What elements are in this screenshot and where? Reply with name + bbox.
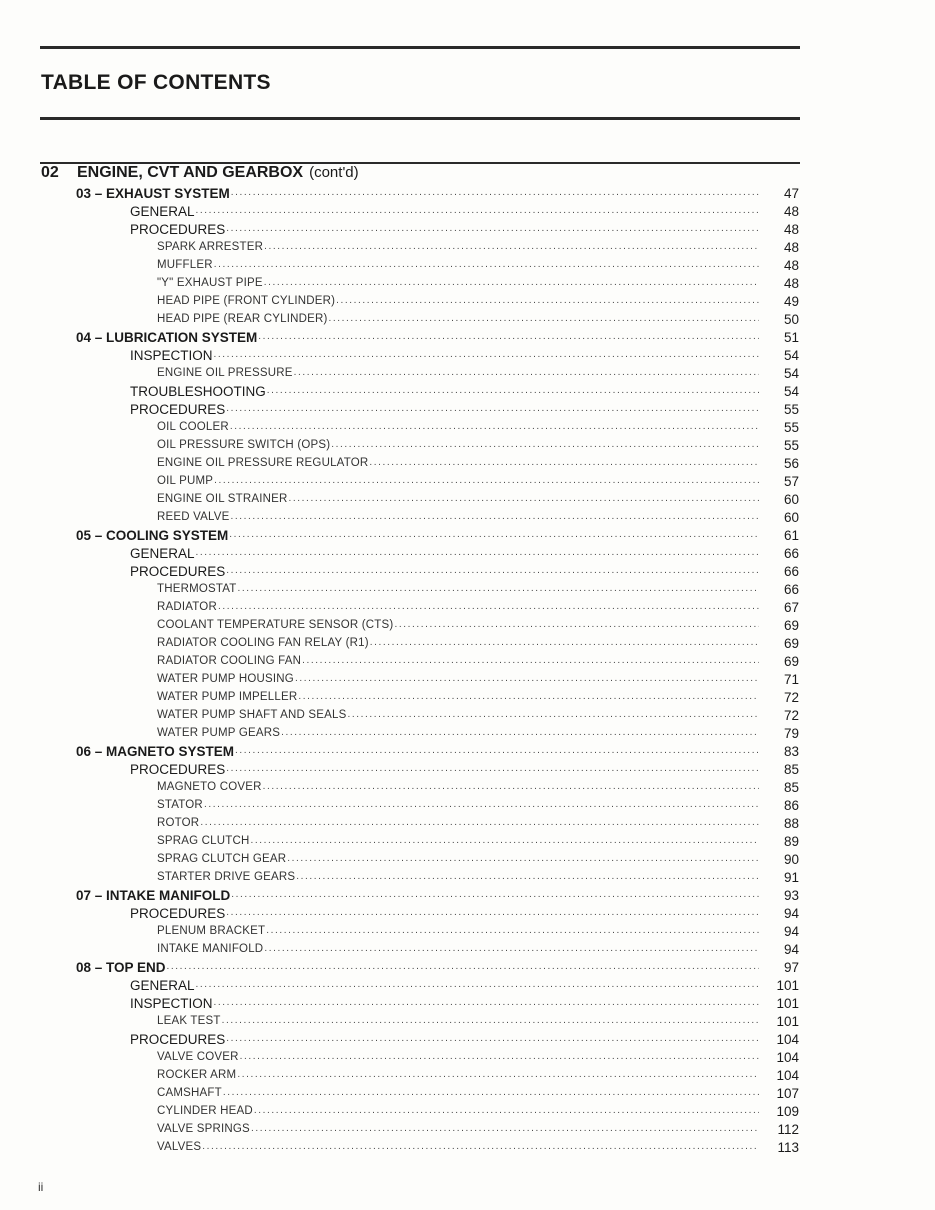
toc-entry-page: 104 [776,1067,799,1083]
toc-entry-page: 66 [783,563,799,579]
toc-entry-label: COOLANT TEMPERATURE SENSOR (CTS) [157,619,394,631]
toc-entry-page: 104 [776,1031,799,1047]
toc-entry[interactable] [0,1120,935,1138]
toc-entry-page: 48 [783,203,799,219]
dot-leader [167,960,759,974]
toc-entry[interactable] [0,1012,935,1030]
toc-entry[interactable] [0,472,935,490]
toc-entry[interactable] [0,1030,935,1048]
toc-entry[interactable] [0,580,935,598]
toc-entry-page: 88 [783,815,799,831]
toc-entry-label: REED VALVE [157,511,230,523]
dot-leader [229,528,759,542]
dot-leader [296,870,759,884]
toc-entry[interactable] [0,328,935,346]
dot-leader [266,924,759,938]
toc-entry-label: GENERAL [130,977,195,993]
toc-entry-label: PROCEDURES [130,1031,226,1047]
dot-leader [264,240,759,254]
toc-entry-page: 85 [783,779,799,795]
toc-entry-label: ENGINE OIL PRESSURE [157,367,293,379]
dot-leader [226,402,759,416]
toc-entry-page: 90 [783,851,799,867]
dot-leader [214,348,759,362]
toc-entry-label: 04 – LUBRICATION SYSTEM [76,329,258,345]
toc-entry[interactable] [0,598,935,616]
toc-entry[interactable] [0,256,935,274]
section-number: 02 [41,164,59,181]
toc-entry-page: 112 [777,1121,799,1137]
dot-leader [281,726,759,740]
toc-entry-page: 54 [783,383,799,399]
toc-entry[interactable] [0,832,935,850]
toc-entry-label: RADIATOR COOLING FAN RELAY (R1) [157,637,369,649]
toc-entry-label: VALVE COVER [157,1051,239,1063]
toc-entry[interactable] [0,940,935,958]
toc-entry-page: 66 [783,581,799,597]
dot-leader [294,366,759,380]
toc-entry-label: VALVE SPRINGS [157,1123,250,1135]
dot-leader [264,276,759,290]
toc-entry[interactable] [0,958,935,976]
toc-entry-page: 61 [783,527,799,543]
toc-entry[interactable] [0,184,935,202]
toc-entry[interactable] [0,1084,935,1102]
toc-entry-page: 55 [783,419,799,435]
dot-leader [204,798,759,812]
dot-leader [226,1032,759,1046]
dot-leader [394,618,759,632]
toc-entry[interactable] [0,364,935,382]
toc-entry[interactable] [0,850,935,868]
toc-entry-label: HEAD PIPE (REAR CYLINDER) [157,313,328,325]
toc-list [0,184,935,1156]
toc-entry[interactable] [0,274,935,292]
toc-entry[interactable] [0,292,935,310]
toc-entry-label: LEAK TEST [157,1015,221,1027]
toc-entry[interactable] [0,508,935,526]
toc-entry[interactable] [0,904,935,922]
toc-entry-label: MUFFLER [157,259,213,271]
dot-leader [302,654,759,668]
toc-entry-label: 06 – MAGNETO SYSTEM [76,743,235,759]
toc-entry[interactable] [0,1102,935,1120]
dot-leader [214,996,759,1010]
dot-leader [267,384,759,398]
toc-entry-page: 48 [783,221,799,237]
toc-entry-page: 47 [783,185,799,201]
toc-entry-label: WATER PUMP HOUSING [157,673,294,685]
toc-entry-page: 72 [783,689,799,705]
toc-entry-label: HEAD PIPE (FRONT CYLINDER) [157,295,336,307]
toc-entry-label: "Y" EXHAUST PIPE [157,277,263,289]
toc-entry-page: 66 [783,545,799,561]
toc-entry[interactable] [0,454,935,472]
toc-entry[interactable] [0,742,935,760]
dot-leader [329,312,759,326]
toc-entry-page: 72 [783,707,799,723]
toc-entry-label: PROCEDURES [130,401,226,417]
toc-entry-page: 56 [783,455,799,471]
toc-entry-label: GENERAL [130,203,195,219]
toc-entry-label: GENERAL [130,545,195,561]
dot-leader [251,1122,759,1136]
dot-leader [226,222,759,236]
toc-entry-label: OIL PUMP [157,475,214,487]
dot-leader [287,852,759,866]
toc-entry[interactable] [0,670,935,688]
title-underline-rule [40,117,800,120]
dot-leader [240,1050,759,1064]
toc-entry-label: PROCEDURES [130,905,226,921]
dot-leader [370,636,759,650]
dot-leader [231,186,759,200]
section-continued-label: (cont'd) [309,164,359,181]
toc-entry-page: 93 [783,887,799,903]
toc-entry-page: 69 [783,617,799,633]
dot-leader [202,1140,759,1154]
toc-entry-page: 101 [776,1013,799,1029]
toc-entry-page: 49 [783,293,799,309]
toc-entry[interactable] [0,1048,935,1066]
dot-leader [251,834,760,848]
dot-leader [336,294,759,308]
toc-entry-page: 94 [783,941,799,957]
toc-entry-label: STARTER DRIVE GEARS [157,871,296,883]
dot-leader [298,690,759,704]
toc-entry-label: PLENUM BRACKET [157,925,266,937]
toc-entry-label: OIL COOLER [157,421,229,433]
dot-leader [237,1068,759,1082]
toc-entry-page: 54 [783,365,799,381]
toc-entry-page: 69 [783,635,799,651]
toc-entry-page: 60 [783,509,799,525]
toc-entry-label: 07 – INTAKE MANIFOLD [76,887,231,903]
page-title: TABLE OF CONTENTS [41,71,271,94]
toc-entry-label: RADIATOR COOLING FAN [157,655,302,667]
toc-entry-label: VALVES [157,1141,202,1153]
toc-entry-label: PROCEDURES [130,761,226,777]
dot-leader [222,1014,759,1028]
toc-entry-page: 57 [783,473,799,489]
dot-leader [226,564,759,578]
toc-entry[interactable] [0,382,935,400]
toc-entry-page: 91 [783,869,799,885]
dot-leader [331,438,759,452]
toc-entry[interactable] [0,814,935,832]
toc-entry-label: PROCEDURES [130,563,226,579]
toc-entry-page: 79 [783,725,799,741]
toc-entry-label: OIL PRESSURE SWITCH (OPS) [157,439,331,451]
toc-entry-page: 55 [783,437,799,453]
toc-entry-label: 03 – EXHAUST SYSTEM [76,185,230,201]
dot-leader [295,672,759,686]
toc-entry[interactable] [0,616,935,634]
toc-entry[interactable] [0,922,935,940]
toc-entry-label: ENGINE OIL STRAINER [157,493,288,505]
toc-entry-label: WATER PUMP IMPELLER [157,691,298,703]
toc-entry[interactable] [0,562,935,580]
toc-entry[interactable] [0,526,935,544]
toc-entry-page: 71 [783,671,799,687]
toc-entry-page: 104 [776,1049,799,1065]
toc-entry[interactable] [0,202,935,220]
dot-leader [226,762,759,776]
toc-entry[interactable] [0,436,935,454]
toc-entry[interactable] [0,652,935,670]
dot-leader [254,1104,759,1118]
toc-entry[interactable] [0,688,935,706]
dot-leader [223,1086,759,1100]
toc-entry-page: 97 [783,959,799,975]
top-rule [40,46,800,49]
dot-leader [196,546,759,560]
toc-entry-label: SPRAG CLUTCH GEAR [157,853,287,865]
toc-entry[interactable] [0,220,935,238]
dot-leader [238,582,759,596]
toc-entry-label: INTAKE MANIFOLD [157,943,264,955]
toc-entry-page: 50 [783,311,799,327]
dot-leader [264,942,759,956]
dot-leader [235,744,759,758]
toc-entry-label: CYLINDER HEAD [157,1105,253,1117]
page-number: ii [38,1180,44,1194]
dot-leader [347,708,759,722]
toc-entry-page: 85 [783,761,799,777]
toc-entry-label: STATOR [157,799,203,811]
toc-entry[interactable] [0,760,935,778]
dot-leader [226,906,759,920]
toc-entry[interactable] [0,310,935,328]
toc-entry-label: TROUBLESHOOTING [130,383,266,399]
dot-leader [214,258,759,272]
dot-leader [289,492,759,506]
dot-leader [258,330,759,344]
toc-entry[interactable] [0,976,935,994]
dot-leader [263,780,759,794]
dot-leader [196,978,759,992]
toc-entry-page: 55 [783,401,799,417]
toc-entry-label: CAMSHAFT [157,1087,222,1099]
toc-entry-page: 86 [783,797,799,813]
toc-entry-page: 107 [776,1085,799,1101]
toc-entry-label: MAGNETO COVER [157,781,262,793]
dot-leader [231,888,759,902]
toc-entry-page: 101 [776,977,799,993]
toc-entry-page: 113 [777,1139,799,1155]
toc-entry-label: SPARK ARRESTER [157,241,264,253]
toc-entry-label: RADIATOR [157,601,217,613]
toc-entry-page: 89 [783,833,799,849]
toc-entry-page: 51 [783,329,799,345]
dot-leader [231,510,759,524]
toc-entry-label: 08 – TOP END [76,959,166,975]
dot-leader [196,204,759,218]
toc-entry-label: INSPECTION [130,995,213,1011]
toc-entry-page: 60 [783,491,799,507]
toc-entry-page: 48 [783,275,799,291]
toc-entry[interactable] [0,1138,935,1156]
toc-entry-page: 94 [783,923,799,939]
toc-entry-page: 69 [783,653,799,669]
toc-entry-page: 67 [783,599,799,615]
toc-entry-label: SPRAG CLUTCH [157,835,250,847]
toc-entry[interactable] [0,238,935,256]
toc-entry[interactable] [0,724,935,742]
toc-entry-label: WATER PUMP SHAFT AND SEALS [157,709,347,721]
toc-entry-label: ROTOR [157,817,200,829]
toc-entry-label: INSPECTION [130,347,213,363]
toc-entry[interactable] [0,400,935,418]
toc-entry-page: 109 [776,1103,799,1119]
toc-entry-label: PROCEDURES [130,221,226,237]
toc-entry[interactable] [0,544,935,562]
dot-leader [200,816,759,830]
section-heading [41,164,801,184]
toc-entry-label: ROCKER ARM [157,1069,237,1081]
toc-entry[interactable] [0,796,935,814]
toc-entry[interactable] [0,868,935,886]
toc-entry-page: 54 [783,347,799,363]
toc-entry-page: 48 [783,239,799,255]
toc-entry-label: THERMOSTAT [157,583,237,595]
toc-entry-page: 94 [783,905,799,921]
toc-entry-page: 48 [783,257,799,273]
toc-entry-page: 101 [776,995,799,1011]
dot-leader [369,456,759,470]
toc-entry[interactable] [0,418,935,436]
toc-entry[interactable] [0,886,935,904]
section-title: ENGINE, CVT AND GEARBOX [77,164,304,181]
toc-entry[interactable] [0,706,935,724]
toc-entry-label: ENGINE OIL PRESSURE REGULATOR [157,457,369,469]
toc-entry[interactable] [0,490,935,508]
toc-entry-label: 05 – COOLING SYSTEM [76,527,229,543]
dot-leader [214,474,759,488]
toc-entry-page: 83 [783,743,799,759]
toc-entry-label: WATER PUMP GEARS [157,727,281,739]
toc-entry[interactable] [0,346,935,364]
toc-entry[interactable] [0,994,935,1012]
toc-entry[interactable] [0,778,935,796]
dot-leader [218,600,759,614]
toc-entry[interactable] [0,634,935,652]
dot-leader [230,420,759,434]
toc-entry[interactable] [0,1066,935,1084]
